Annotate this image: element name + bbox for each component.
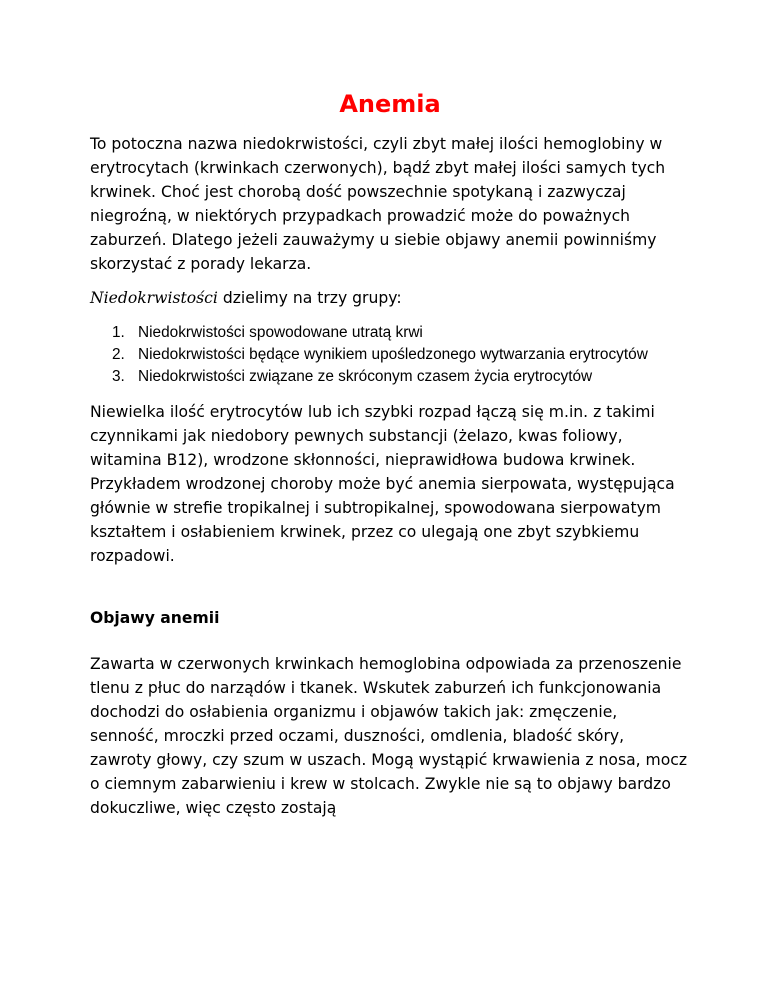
list-item (90, 322, 690, 344)
symptoms-heading: Objawy anemii (90, 609, 220, 627)
intro-paragraph: To potoczna nazwa niedokrwistości, czyli zbyt małej ilości hemoglobiny w erytrocytach (krwinkach czerwonych), bądź zbyt małej ilości samych tych krwinek. Choć jest chorobą dość powszechnie spotykaną i zazwyczaj niegroźną, w niektórych przypadkach prowadzić może do poważnych zaburzeń. Dlatego jeżeli zauważymy u siebie objawy anemii powinniśmy skorzystać z porady lekarza. (90, 135, 666, 273)
symptoms-paragraph: Zawarta w czerwonych krwinkach hemoglobina odpowiada za przenoszenie tlenu z płuc do narządów i tkanek. Wskutek zaburzeń ich funkcjonowania dochodzi do osłabienia organizmu i objawów takich jak: zmęczenie, senność, mroczki przed oczami, duszności, omdlenia, bladość skóry, zawroty głowy, czy szum w uszach. Mogą wystąpić krwawienia z nosa, mocz o ciemnym zabarwieniu i krew w stolcach. Zwykle nie są to objawy bardzo dokuczliwe, więc często zostają (90, 655, 688, 817)
list-item (90, 344, 690, 366)
groups-intro (90, 286, 690, 310)
list-item-text: Niedokrwistości będące wynikiem upośledzonego wytwarzania erytrocytów (138, 346, 648, 363)
blank-line (90, 578, 690, 602)
document-title: Anemia (339, 90, 441, 118)
list-item-number: 1. (112, 324, 125, 341)
list-item-number: 2. (112, 346, 125, 363)
list-item-text: Niedokrwistości spowodowane utratą krwi (138, 324, 423, 341)
groups-intro-text: dzielimy na trzy grupy: (217, 289, 402, 307)
list-item (90, 366, 690, 388)
groups-list (90, 322, 690, 388)
list-item-text: Niedokrwistości związane ze skróconym czasem życia erytrocytów (138, 368, 593, 385)
list-item-number: 3. (112, 368, 125, 385)
document-page (90, 86, 690, 830)
causes-paragraph: Niewielka ilość erytrocytów lub ich szybki rozpad łączą się m.in. z takimi czynnikami jak niedobory pewnych substancji (żelazo, kwas foliowy, witamina B12), wrodzone skłonności, nieprawidłowa budowa krwinek. Przykładem wrodzonej choroby może być anemia sierpowata, występująca głównie w strefie tropikalnej i subtropikalnej, spowodowana sierpowatym kształtem i osłabieniem krwinek, przez co ulegają one zbyt szybkiemu rozpadowi. (90, 403, 675, 565)
groups-intro-emphasis: Niedokrwistości (90, 289, 218, 307)
